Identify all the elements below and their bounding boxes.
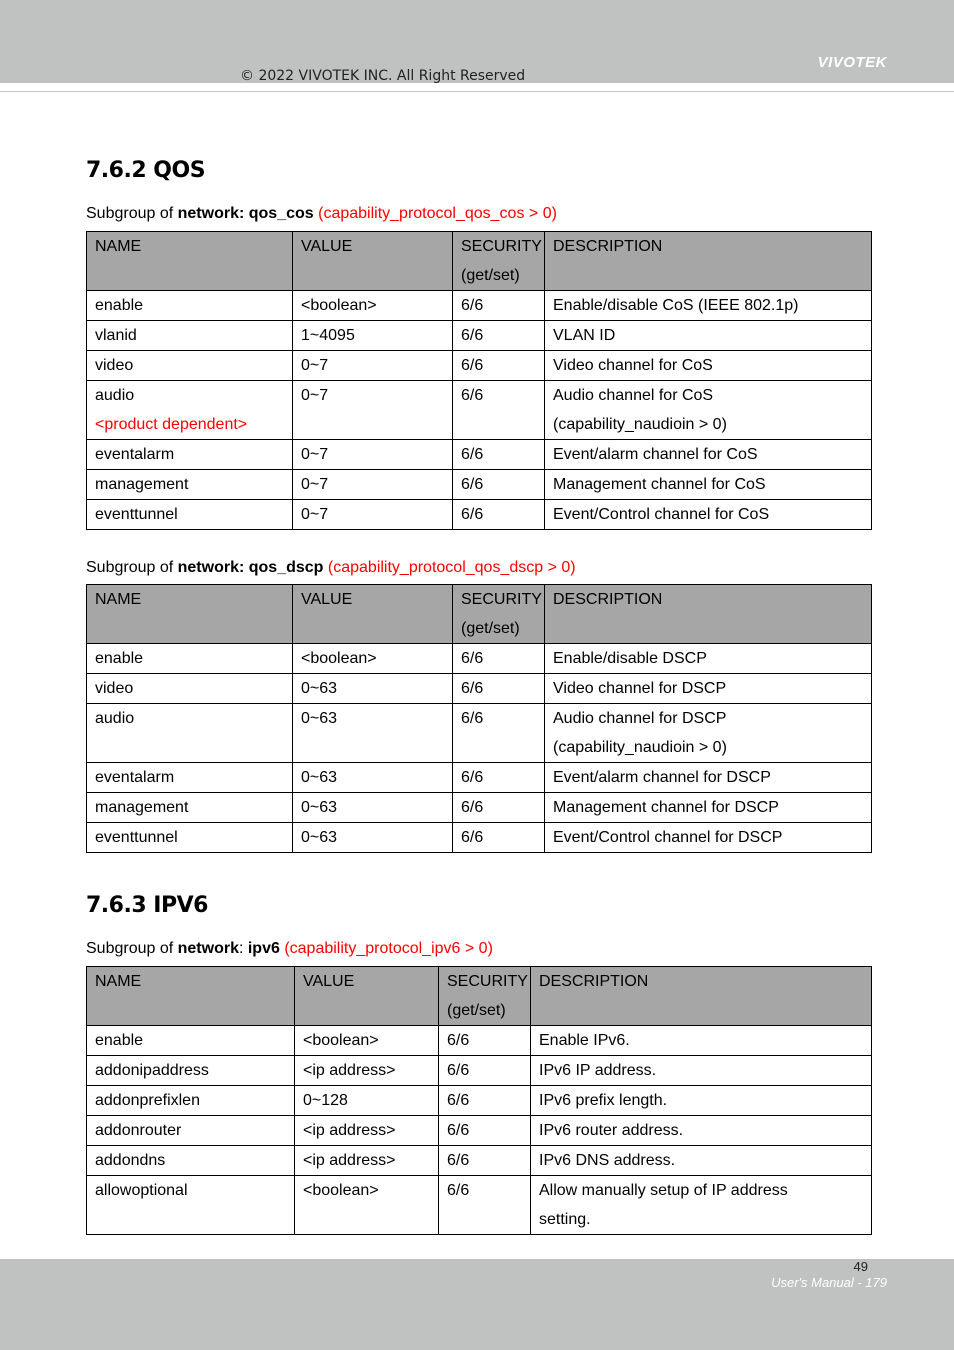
col-header-description: DESCRIPTION <box>531 967 872 1026</box>
table-row <box>87 381 872 440</box>
subgroup-condition: (capability_protocol_qos_cos > 0) <box>318 205 557 222</box>
cell-security: 6/6 <box>439 1056 531 1086</box>
col-header-name: NAME <box>87 967 295 1026</box>
col-header-security: SECURITY (get/set) <box>453 585 545 644</box>
table-row <box>87 704 872 763</box>
cell-security: 6/6 <box>439 1146 531 1176</box>
cell-security: 6/6 <box>453 291 545 321</box>
cell-security: 6/6 <box>453 793 545 823</box>
cell-name: eventalarm <box>87 763 293 793</box>
table-row <box>87 1026 872 1056</box>
col-header-name: NAME <box>87 232 293 291</box>
col-header-security: SECURITY (get/set) <box>439 967 531 1026</box>
table-header-row <box>87 232 872 291</box>
product-dependent-note: <product dependent> <box>95 416 248 433</box>
cell-name: vlanid <box>87 321 293 351</box>
cell-security: 6/6 <box>453 381 545 440</box>
subgroup-prefix: Subgroup of <box>86 940 178 957</box>
cell-value: 0~63 <box>293 763 453 793</box>
cell-name: audio <product dependent> <box>87 381 293 440</box>
table-row <box>87 793 872 823</box>
cell-value: 0~63 <box>293 674 453 704</box>
subgroup-name-ipv6: ipv6 <box>247 940 280 957</box>
cell-security: 6/6 <box>439 1176 531 1235</box>
table-row <box>87 1176 872 1235</box>
subgroup-condition: (capability_protocol_ipv6 > 0) <box>284 940 493 957</box>
cell-value: 0~128 <box>295 1086 439 1116</box>
table-row <box>87 763 872 793</box>
header-divider <box>0 91 954 92</box>
cell-value: <boolean> <box>295 1026 439 1056</box>
cell-value: <ip address> <box>295 1116 439 1146</box>
subgroup-qos-cos <box>86 205 557 223</box>
brand-logo: VIVOTEK <box>817 54 887 71</box>
cell-security: 6/6 <box>439 1026 531 1056</box>
subgroup-prefix: Subgroup of <box>86 205 178 222</box>
cell-description: Audio channel for DSCP (capability_naudioin > 0) <box>545 704 872 763</box>
cell-name: management <box>87 793 293 823</box>
cell-name: addonprefixlen <box>87 1086 295 1116</box>
cell-description: Enable IPv6. <box>531 1026 872 1056</box>
table-row <box>87 500 872 530</box>
table-header-row <box>87 585 872 644</box>
cell-description: IPv6 DNS address. <box>531 1146 872 1176</box>
cell-name: enable <box>87 644 293 674</box>
table-row <box>87 321 872 351</box>
cell-value: <boolean> <box>295 1176 439 1235</box>
cell-name: management <box>87 470 293 500</box>
col-header-security: SECURITY (get/set) <box>453 232 545 291</box>
qos-dscp-table <box>86 584 872 853</box>
cell-name: eventtunnel <box>87 823 293 853</box>
cell-value: 0~7 <box>293 440 453 470</box>
manual-page-label: User's Manual - 179 <box>771 1275 887 1290</box>
cell-security: 6/6 <box>453 321 545 351</box>
cell-description: Allow manually setup of IP address setting. <box>531 1176 872 1235</box>
cell-value: <ip address> <box>295 1056 439 1086</box>
table-row <box>87 1146 872 1176</box>
cell-name: enable <box>87 1026 295 1056</box>
cell-name: eventtunnel <box>87 500 293 530</box>
page-footer <box>0 1259 954 1350</box>
cell-security: 6/6 <box>453 644 545 674</box>
cell-name: eventalarm <box>87 440 293 470</box>
subgroup-name-network: network <box>177 940 239 957</box>
col-header-description: DESCRIPTION <box>545 232 872 291</box>
cell-security: 6/6 <box>453 763 545 793</box>
cell-value: 0~63 <box>293 823 453 853</box>
cell-security: 6/6 <box>453 674 545 704</box>
table-row <box>87 470 872 500</box>
cell-description: Event/Control channel for CoS <box>545 500 872 530</box>
cell-name: allowoptional <box>87 1176 295 1235</box>
cell-value: <boolean> <box>293 291 453 321</box>
qos-cos-table <box>86 231 872 530</box>
cell-description: Management channel for DSCP <box>545 793 872 823</box>
page-number: 49 <box>853 1259 868 1274</box>
cell-description: IPv6 IP address. <box>531 1056 872 1086</box>
col-header-description: DESCRIPTION <box>545 585 872 644</box>
subgroup-name: network: qos_cos <box>177 205 314 222</box>
cell-value: <ip address> <box>295 1146 439 1176</box>
cell-name: enable <box>87 291 293 321</box>
cell-value: 1~4095 <box>293 321 453 351</box>
col-header-value: VALUE <box>295 967 439 1026</box>
subgroup-ipv6 <box>86 940 493 958</box>
cell-name: video <box>87 674 293 704</box>
cell-description: Event/alarm channel for DSCP <box>545 763 872 793</box>
cell-security: 6/6 <box>439 1116 531 1146</box>
col-header-value: VALUE <box>293 585 453 644</box>
cell-name: addonrouter <box>87 1116 295 1146</box>
cell-security: 6/6 <box>453 500 545 530</box>
cell-value: 0~7 <box>293 470 453 500</box>
cell-name: addonipaddress <box>87 1056 295 1086</box>
cell-security: 6/6 <box>439 1086 531 1116</box>
ipv6-table <box>86 966 872 1235</box>
subgroup-prefix: Subgroup of <box>86 559 178 576</box>
cell-description: Video channel for DSCP <box>545 674 872 704</box>
table-row <box>87 440 872 470</box>
cell-security: 6/6 <box>453 823 545 853</box>
subgroup-condition: (capability_protocol_qos_dscp > 0) <box>327 559 576 576</box>
cell-value: 0~63 <box>293 704 453 763</box>
table-row <box>87 1086 872 1116</box>
table-header-row <box>87 967 872 1026</box>
table-row <box>87 351 872 381</box>
table-row <box>87 291 872 321</box>
cell-description: Enable/disable CoS (IEEE 802.1p) <box>545 291 872 321</box>
cell-name: video <box>87 351 293 381</box>
cell-name: addondns <box>87 1146 295 1176</box>
cell-description: VLAN ID <box>545 321 872 351</box>
cell-description: Audio channel for CoS (capability_naudioin > 0) <box>545 381 872 440</box>
col-header-name: NAME <box>87 585 293 644</box>
table-row <box>87 1056 872 1086</box>
cell-security: 6/6 <box>453 470 545 500</box>
cell-name: audio <box>87 704 293 763</box>
table-row <box>87 644 872 674</box>
cell-description: Event/alarm channel for CoS <box>545 440 872 470</box>
subgroup-qos-dscp <box>86 559 576 577</box>
cell-value: 0~7 <box>293 500 453 530</box>
cell-description: IPv6 prefix length. <box>531 1086 872 1116</box>
cell-security: 6/6 <box>453 704 545 763</box>
cell-description: Management channel for CoS <box>545 470 872 500</box>
cell-security: 6/6 <box>453 351 545 381</box>
subgroup-separator: : <box>238 940 248 957</box>
cell-description: Event/Control channel for DSCP <box>545 823 872 853</box>
cell-description: Enable/disable DSCP <box>545 644 872 674</box>
cell-description: IPv6 router address. <box>531 1116 872 1146</box>
cell-value: 0~63 <box>293 793 453 823</box>
table-row <box>87 1116 872 1146</box>
table-row <box>87 823 872 853</box>
subgroup-name: network: qos_dscp <box>177 559 324 576</box>
table-row <box>87 674 872 704</box>
cell-security: 6/6 <box>453 440 545 470</box>
cell-value: <boolean> <box>293 644 453 674</box>
section-title-qos: 7.6.2 QOS <box>86 158 206 183</box>
cell-value: 0~7 <box>293 351 453 381</box>
copyright-text: © 2022 VIVOTEK INC. All Right Reserved <box>240 68 526 84</box>
cell-value: 0~7 <box>293 381 453 440</box>
col-header-value: VALUE <box>293 232 453 291</box>
section-title-ipv6: 7.6.3 IPV6 <box>86 893 208 918</box>
cell-description: Video channel for CoS <box>545 351 872 381</box>
